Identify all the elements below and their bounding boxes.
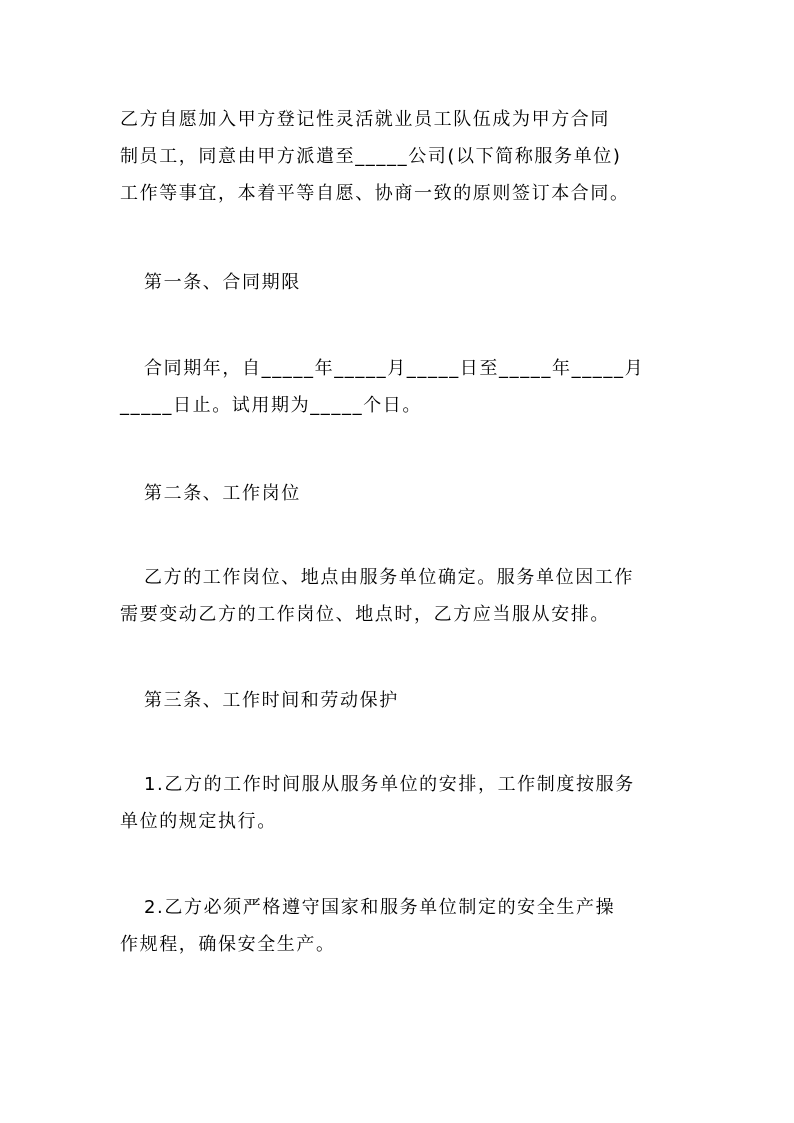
- article-3-heading: [120, 682, 680, 719]
- article-1-body: [120, 350, 680, 424]
- article-3-item-1: [120, 766, 680, 840]
- paragraph-line: 1.乙方的工作时间服从服务单位的安排，工作制度按服务: [144, 774, 635, 795]
- article-2-body: [120, 559, 680, 633]
- paragraph-line: 工作等事宜，本着平等自愿、协商一致的原则签订本合同。: [120, 183, 630, 204]
- article-2-heading: [120, 475, 680, 512]
- article-1-heading: [120, 264, 680, 301]
- paragraph-line: 2.乙方必须严格遵守国家和服务单位制定的安全生产操: [144, 897, 616, 918]
- paragraph-line: 制员工，同意由甲方派遣至_____公司(以下简称服务单位): [120, 146, 622, 167]
- paragraph-line: 乙方自愿加入甲方登记性灵活就业员工队伍成为甲方合同: [120, 109, 610, 130]
- section-heading: 第一条、合同期限: [144, 272, 301, 293]
- paragraph-line: 合同期年，自_____年_____月_____日至_____年_____月: [144, 358, 645, 379]
- section-heading: 第三条、工作时间和劳动保护: [144, 690, 399, 711]
- article-3-item-2: [120, 889, 680, 963]
- paragraph-line: 作规程，确保安全生产。: [120, 934, 336, 955]
- intro-paragraph: [120, 101, 680, 212]
- paragraph-line: 单位的规定执行。: [120, 811, 277, 832]
- paragraph-line: 乙方的工作岗位、地点由服务单位确定。服务单位因工作: [144, 567, 634, 588]
- paragraph-line: 需要变动乙方的工作岗位、地点时，乙方应当服从安排。: [120, 604, 610, 625]
- paragraph-line: _____日止。试用期为_____个日。: [120, 395, 422, 416]
- section-heading: 第二条、工作岗位: [144, 483, 301, 504]
